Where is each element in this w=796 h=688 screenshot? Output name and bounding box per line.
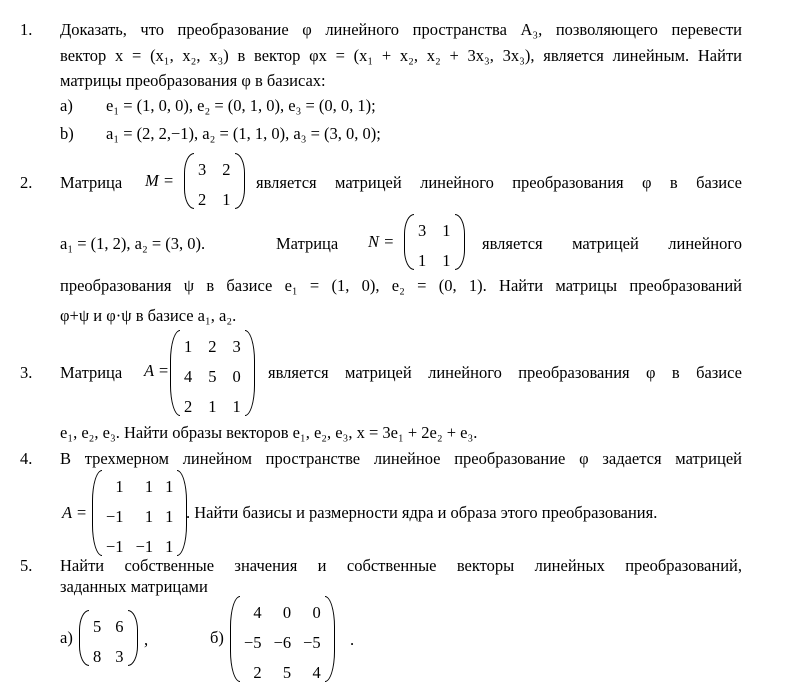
matrix-cell: 1 [165,537,174,556]
matrix-5a-cells [89,610,128,666]
matrix-cell: 5 [93,617,102,636]
matrix-M-cells [194,153,235,209]
matrix-cell: 1 [165,507,174,526]
problem-5-line-2: заданных матрицами [60,577,208,596]
matrix-cell: 1 [144,477,154,496]
matrix-cell: 4 [312,663,321,682]
matrix-M-label: M = [145,171,175,190]
problem-1-number: 1. [20,20,33,39]
problem-5-a-label: а) [60,628,73,647]
matrix-cell: 5 [208,367,217,386]
matrix-cell: 4 [253,603,262,622]
matrix-cell: 1 [184,337,193,356]
matrix-cell: −5 [303,633,321,652]
problem-5-line-1: Найти собственные значения и собственные векторы линейных преобразований, [60,556,742,575]
problem-4-number: 4. [20,449,33,468]
problem-1-line-3: матрицы преобразования φ в базисах: [60,71,326,90]
problem-3-after-A: является матрицей линейного преобразования φ в базисе [268,363,742,382]
matrix-cell: 2 [253,663,262,682]
problem-1-line-1: Доказать, что преобразование φ линейного пространства A₃, позволяющего перевести [60,20,742,39]
matrix-cell: 0 [232,367,241,386]
problem-2-basis-a: a₁ = (1, 2), a₂ = (3, 0). [60,234,206,253]
matrix-cell: 5 [282,663,292,682]
problem-5-b-period: . [350,630,355,649]
matrix-cell: 0 [282,603,292,622]
matrix-A4-cells [102,470,177,556]
matrix-cell: 3 [115,647,124,666]
problem-2-line-3: преобразования ψ в базисе e₁ = (1, 0), e₂ = (0, 1). Найти матрицы преобразований [60,276,742,295]
matrix-cell: 1 [232,397,241,416]
matrix-cell: 1 [418,251,427,270]
matrix-cell: 3 [198,160,207,179]
matrix-cell: 1 [442,221,451,240]
matrix-cell: 2 [184,397,193,416]
problem-5-a-comma: , [144,630,149,649]
problem-5-b-label: б) [210,628,224,647]
matrix-A3-label: A = [144,361,170,380]
matrix-cell: −1 [106,537,124,556]
matrix-cell: 6 [115,617,124,636]
matrix-cell: −5 [244,633,262,652]
matrix-cell: −1 [135,537,154,556]
problem-2-word-matrix: Матрица [60,173,123,192]
matrix-cell: 2 [208,337,217,356]
matrix-5a [79,610,138,666]
problem-2-after-N: является матрицей линейного [482,234,742,253]
problem-4-after-A: . Найти базисы и размерности ядра и образа этого преобразования. [186,503,658,522]
problem-1-a-label: а) [60,96,73,115]
problem-2-after-M: является матрицей линейного преобразования φ в базисе [256,173,742,192]
matrix-A4 [92,470,187,556]
problem-1-line-2: вектор x = (x₁, x₂, x₃) в вектор φx = (x₁ + x₂, x₂ + 3x₃, 3x₃), является линейным. Найти [60,46,742,65]
problem-2-word-matrix-2: Матрица [276,234,339,253]
problem-2-number: 2. [20,173,33,192]
matrix-N-cells [414,214,455,270]
matrix-cell: 1 [208,397,217,416]
matrix-cell: 1 [165,477,174,496]
matrix-A4-label: A = [62,503,88,522]
matrix-N-label: N = [368,232,395,251]
problem-4-line-1: В трехмерном линейном пространстве линейное преобразование φ задается матрицей [60,449,742,468]
problem-1-b-label: b) [60,124,74,143]
problem-1-a-text: e₁ = (1, 0, 0), e₂ = (0, 1, 0), e₃ = (0, 0, 1); [106,96,376,115]
matrix-cell: 8 [93,647,102,666]
matrix-cell: 0 [312,603,321,622]
matrix-A3-cells [180,330,245,416]
matrix-cell: 1 [144,507,154,526]
problem-3-word-matrix: Матрица [60,363,123,382]
matrix-cell: 2 [222,160,231,179]
matrix-5b-cells [240,596,325,682]
problem-3-number: 3. [20,363,33,382]
matrix-cell: 3 [232,337,241,356]
matrix-cell: 4 [184,367,193,386]
matrix-cell: 1 [115,477,124,496]
matrix-cell: 3 [418,221,427,240]
matrix-N [404,214,465,270]
matrix-5b [230,596,335,682]
matrix-cell: −1 [106,507,124,526]
matrix-A3 [170,330,255,416]
matrix-cell: 1 [222,190,231,209]
problem-2-line-4: φ+ψ и φ·ψ в базисе a₁, a₂. [60,306,237,325]
matrix-cell: 2 [198,190,207,209]
problem-3-line-2: e₁, e₂, e₃. Найти образы векторов e₁, e₂, e₃, x = 3e₁ + 2e₂ + e₃. [60,423,478,442]
matrix-M [184,153,245,209]
matrix-cell: −6 [273,633,292,652]
matrix-cell: 1 [442,251,451,270]
problem-5-number: 5. [20,556,33,575]
problem-1-b-text: a₁ = (2, 2,−1), a₂ = (1, 1, 0), a₃ = (3, 0, 0); [106,124,381,143]
